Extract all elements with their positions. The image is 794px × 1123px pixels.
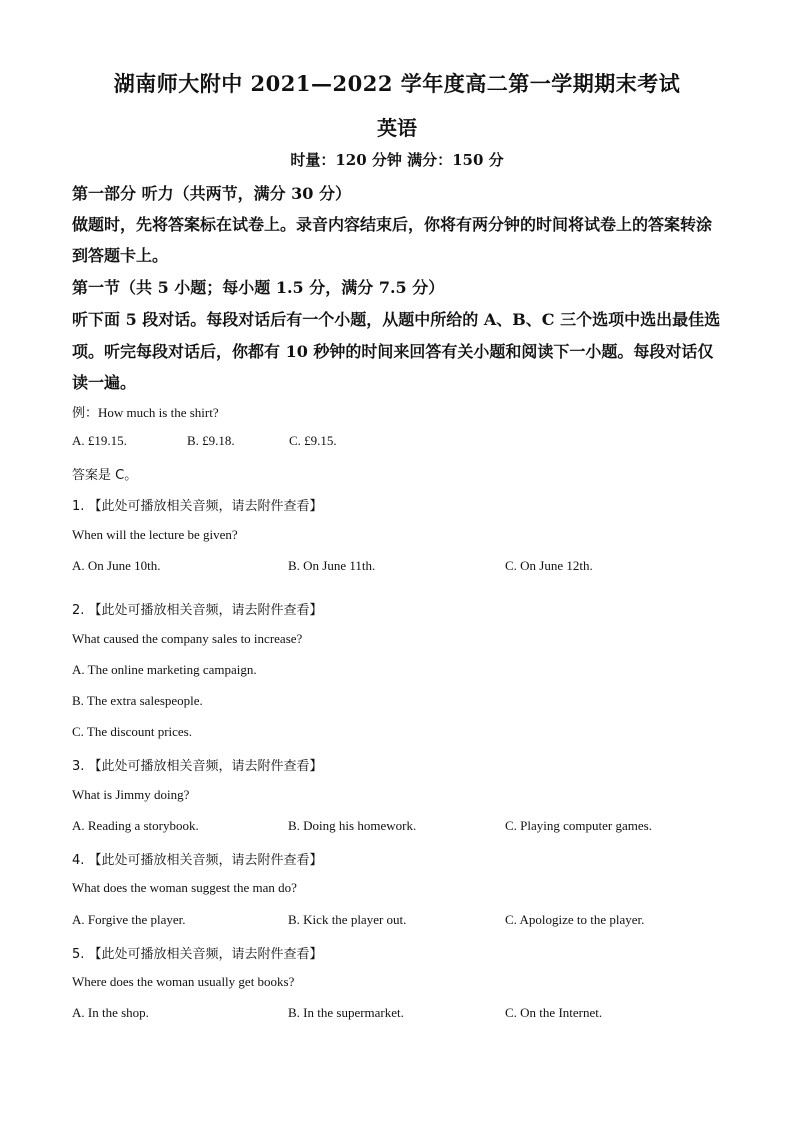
question-text: Where does the woman usually get books? (72, 974, 295, 989)
question-audio-label: 5. 【此处可播放相关音频，请去附件查看】 (72, 947, 323, 962)
option-b: B. Kick the player out. (288, 912, 407, 927)
section-heading: 第一部分 听力（共两节，满分 30 分） (72, 184, 351, 203)
example-option-b: B. £9.18. (187, 433, 235, 448)
option-c: C. On the Internet. (505, 1005, 603, 1020)
part-instruction-line: 读一遍。 (72, 373, 137, 392)
question-audio-label: 3. 【此处可播放相关音频，请去附件查看】 (72, 759, 323, 774)
exam-title: 湖南师大附中 2021—2022 学年度高二第一学期期末考试 (113, 71, 681, 96)
question-text: What caused the company sales to increase? (72, 631, 303, 646)
option-a: A. Forgive the player. (72, 912, 186, 927)
option-c: C. Apologize to the player. (505, 912, 645, 927)
option-a: A. The online marketing campaign. (72, 662, 257, 677)
option-b: B. The extra salespeople. (72, 693, 203, 708)
question-text: What does the woman suggest the man do? (72, 880, 297, 895)
example-option-c: C. £9.15. (289, 433, 337, 448)
question-audio-label: 2. 【此处可播放相关音频，请去附件查看】 (72, 603, 323, 618)
option-b: B. On June 11th. (288, 558, 376, 573)
question-text: What is Jimmy doing? (72, 787, 190, 802)
section-instruction-line: 到答题卡上。 (72, 246, 169, 265)
option-c: C. Playing computer games. (505, 818, 652, 833)
example-question: 例：How much is the shirt? (72, 405, 219, 420)
option-a: A. Reading a storybook. (72, 818, 199, 833)
question-text: When will the lecture be given? (72, 527, 238, 542)
exam-meta: 时量：120 分钟 满分：150 分 (290, 151, 504, 169)
option-b: B. Doing his homework. (288, 818, 417, 833)
part-instruction-line: 听下面 5 段对话。每段对话后有一个小题，从题中所给的 A、B、C 三个选项中选出最佳选 (72, 310, 721, 329)
question-audio-label: 4. 【此处可播放相关音频，请去附件查看】 (72, 853, 323, 868)
option-c: C. On June 12th. (505, 558, 593, 573)
option-c: C. The discount prices. (72, 724, 192, 739)
part-instruction-line: 项。听完每段对话后，你都有 10 秒钟的时间来回答有关小题和阅读下一小题。每段对话仅 (72, 342, 714, 361)
option-b: B. In the supermarket. (288, 1005, 404, 1020)
section-instruction-line: 做题时，先将答案标在试卷上。录音内容结束后，你将有两分钟的时间将试卷上的答案转涂 (72, 215, 713, 234)
question-audio-label: 1. 【此处可播放相关音频，请去附件查看】 (72, 499, 323, 514)
example-answer: 答案是 C。 (72, 468, 138, 483)
example-option-a: A. £19.15. (72, 433, 127, 448)
option-a: A. In the shop. (72, 1005, 149, 1020)
exam-subject: 英语 (377, 116, 417, 140)
part-heading: 第一节（共 5 小题；每小题 1.5 分，满分 7.5 分） (72, 278, 445, 297)
option-a: A. On June 10th. (72, 558, 161, 573)
